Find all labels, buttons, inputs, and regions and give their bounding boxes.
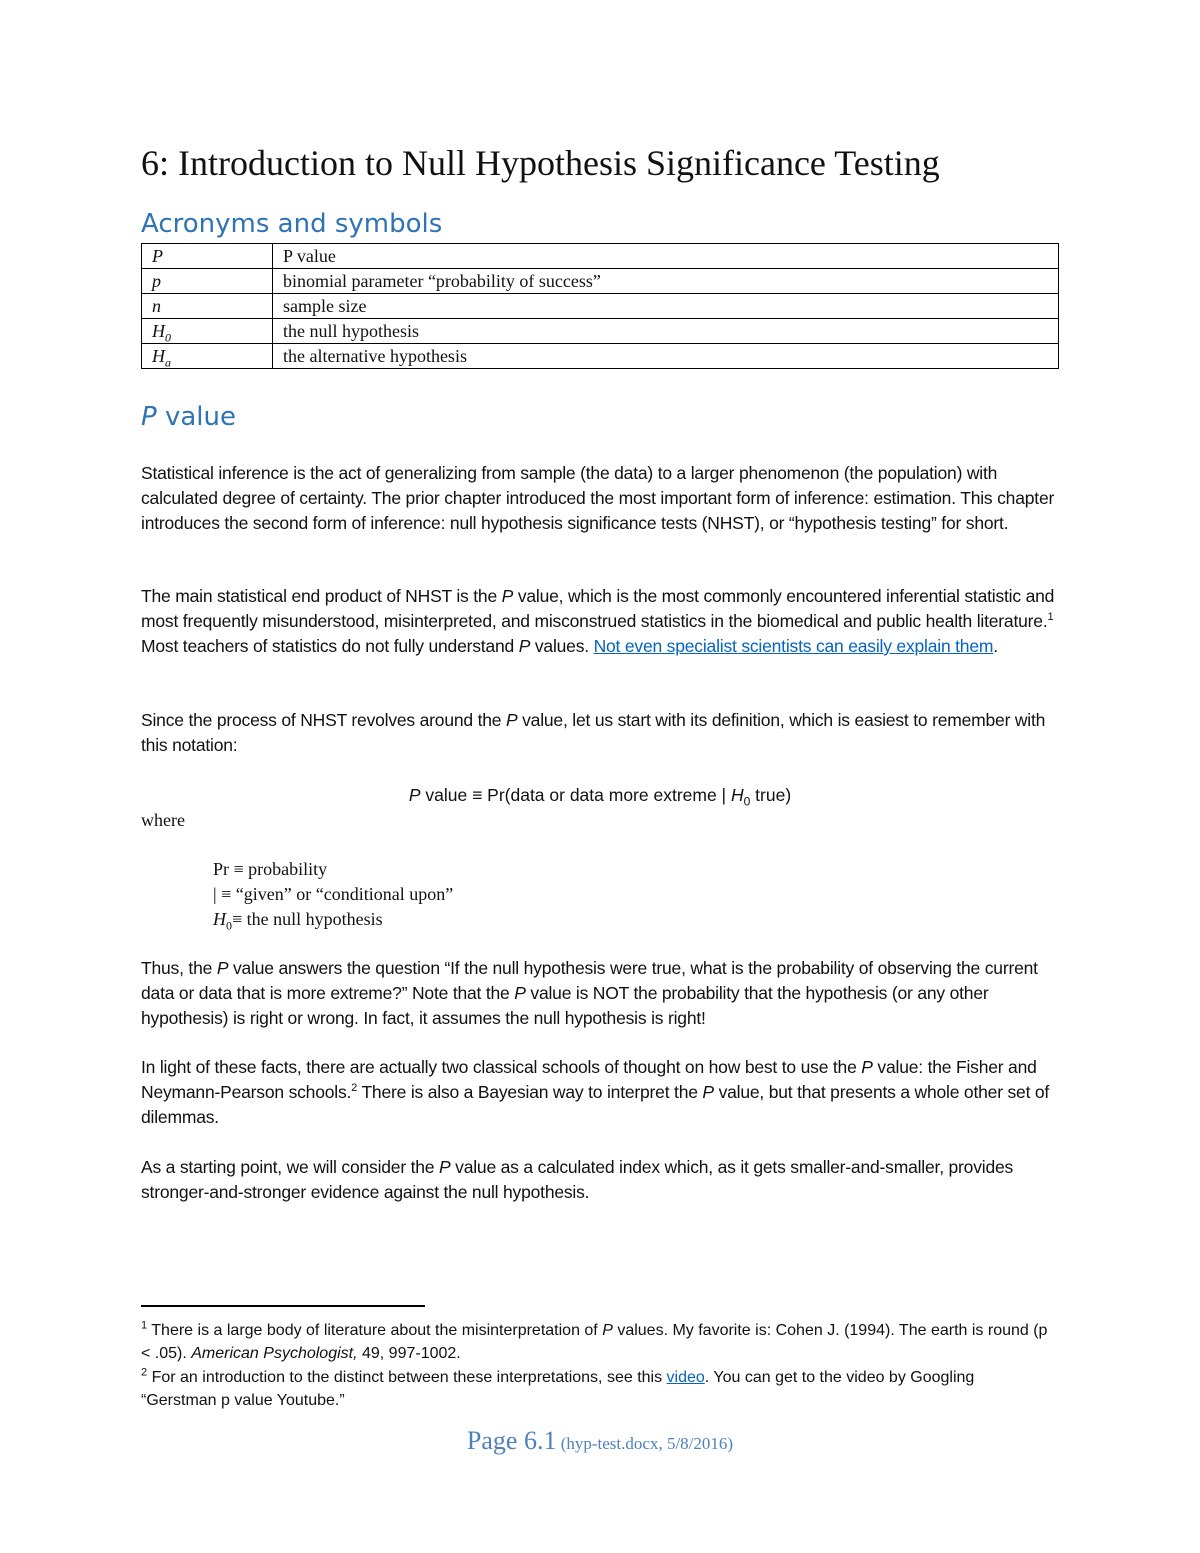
meaning-cell: sample size (273, 294, 1059, 319)
notation-definitions (213, 857, 453, 932)
table-row (142, 319, 1059, 344)
paragraph-nhst-product: The main statistical end product of NHST is the P value, which is the most commonly encountered inferential statistic and most frequently misunderstood, misinterpreted, and misconstrued statistics in the biomedical and public health literature.$^1$ Most teachers of statistics do not fully understand P values. Not even specialist scientists can easily explain them. (141, 586, 1055, 656)
footnote-1: $^1$ There is a large body of literature about the misinterpretation of P values. My favorite is: Cohen J. (1994). The earth is round (p < .05). American Psychologist, 49, 997-1002. (141, 1319, 1048, 1362)
page-title: 6: Introduction to Null Hypothesis Significance Testing (141, 143, 940, 183)
meaning-cell: the null hypothesis (273, 319, 1059, 344)
table-row (142, 294, 1059, 319)
paragraph-p-value-meaning: Thus, the P value answers the question “If the null hypothesis were true, what is the probability of observing the current data or data that is more extreme?” Note that the P value is NOT the probability that the hypothesis (or any other hypothesis) is right or wrong. In fact, it assumes the null hypothesis is right! (141, 958, 1038, 1028)
acronyms-table (141, 243, 1059, 369)
meaning-cell: binomial parameter “probability of success” (273, 269, 1059, 294)
symbol-cell: n (142, 294, 273, 319)
acronyms-heading: Acronyms and symbols (141, 209, 443, 239)
paragraph-inference: Statistical inference is the act of generalizing from sample (the data) to a larger phenomenon (the population) with calculated degree of certainty. The prior chapter introduced the most important form of inference: estimation. This chapter introduces the second form of inference: null hypothesis significance tests (NHST), or “hypothesis testing” for short. (141, 463, 1055, 533)
document-meta: (hyp-test.docx, 5/8/2016) (556, 1434, 734, 1453)
video-link[interactable]: video (666, 1369, 705, 1386)
symbol-cell: $H_a$ (142, 344, 273, 369)
p-value-formula: P value ≡ Pr(data or data more extreme | $H_0$ true) (408, 785, 792, 809)
table-row (142, 269, 1059, 294)
footnote-separator (141, 1305, 425, 1307)
specialist-scientists-link[interactable]: Not even specialist scientists can easily explain them (593, 636, 994, 656)
table-row (142, 244, 1059, 269)
definition-item: | ≡ “given” or “conditional upon” (213, 884, 454, 904)
page-footer (0, 1426, 1200, 1456)
symbol-cell: p (142, 269, 273, 294)
footnote-2: $^2$ For an introduction to the distinct between these interpretations, see this video. You can get to the video by Googling “Gerstman p value Youtube.” (141, 1366, 975, 1409)
page-number: Page 6.1 (466, 1426, 557, 1455)
paragraph-starting-point: As a starting point, we will consider the P value as a calculated index which, as it gets smaller-and-smaller, provides stronger-and-stronger evidence against the null hypothesis. (141, 1157, 1014, 1202)
paragraph-schools-of-thought: In light of these facts, there are actually two classical schools of thought on how best to use the P value: the Fisher and Neymann-Pearson schools.$^2$ There is also a Bayesian way to interpret the P value, but that presents a whole other set of dilemmas. (141, 1057, 1050, 1127)
meaning-cell: P value (273, 244, 1059, 269)
definition-item: Pr ≡ probability (213, 859, 328, 879)
footnote-ref-1[interactable]: 1 (1047, 611, 1054, 624)
definition-item: $H_0\equiv$ the null hypothesis (213, 909, 383, 933)
where-label: where (141, 810, 185, 830)
meaning-cell: the alternative hypothesis (273, 344, 1059, 369)
paragraph-definition-intro: Since the process of NHST revolves around the P value, let us start with its definition, which is easiest to remember with this notation: (141, 710, 1046, 755)
table-row (142, 344, 1059, 369)
footnote-ref-2[interactable]: 2 (351, 1082, 358, 1095)
p-value-heading: P value (141, 402, 236, 432)
symbol-cell: P (142, 244, 273, 269)
symbol-cell: $H_0$ (142, 319, 273, 344)
